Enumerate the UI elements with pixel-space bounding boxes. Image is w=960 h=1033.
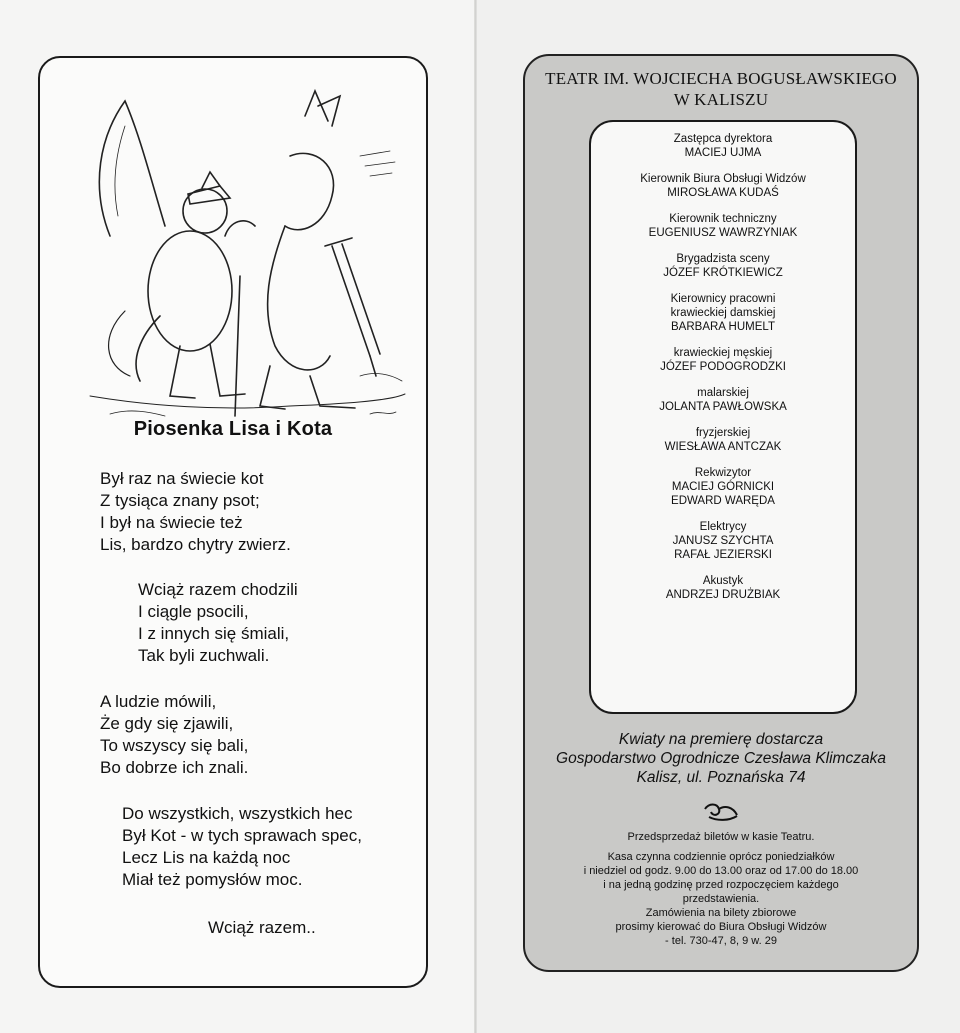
staff-name: MACIEJ GÓRNICKI — [671, 481, 775, 493]
sales-line: - tel. 730-47, 8, 9 w. 29 — [665, 935, 777, 947]
staff-group — [591, 520, 855, 562]
sales-line: Zamówienia na bilety zbiorowe — [645, 907, 797, 919]
staff-group — [591, 132, 855, 160]
stanza-4 — [122, 803, 362, 891]
stanza-3 — [100, 691, 248, 779]
staff-group — [591, 574, 855, 602]
staff-name: JÓZEF PODOGRODZKI — [660, 361, 786, 373]
staff-group — [591, 346, 855, 374]
staff-role: Rekwizytor — [694, 467, 752, 479]
staff-box — [589, 120, 857, 714]
sales-line: i niedziel od godz. 9.00 do 13.00 oraz od 17.00 do 18.00 — [583, 865, 859, 877]
theater-title-line: W KALISZU — [673, 90, 769, 109]
fox-and-cat-illustration — [70, 76, 410, 426]
staff-name: JÓZEF KRÓTKIEWICZ — [663, 267, 783, 279]
verse-line: Lecz Lis na każdą noc — [122, 848, 291, 867]
staff-group — [591, 292, 855, 334]
verse-line: A ludzie mówili, — [100, 692, 217, 711]
stanza-1 — [100, 468, 291, 556]
staff-name: JANUSZ SZYCHTA — [672, 535, 774, 547]
flowers-line: Kalisz, ul. Poznańska 74 — [636, 769, 806, 786]
staff-role: fryzjerskiej — [695, 427, 751, 439]
sales-line: przedstawienia. — [682, 893, 760, 905]
staff-role: Zastępca dyrektora — [673, 133, 773, 145]
theater-title — [525, 68, 917, 110]
staff-list — [591, 132, 855, 614]
song-title: Piosenka Lisa i Kota — [133, 418, 333, 440]
staff-role: malarskiej — [697, 387, 749, 399]
sales-line: Kasa czynna codziennie oprócz poniedziałków — [607, 851, 835, 863]
verse-line: To wszyscy się bali, — [100, 736, 249, 755]
staff-group — [591, 212, 855, 240]
staff-role: Elektrycy — [699, 521, 747, 533]
staff-role: Kierownik techniczny — [669, 213, 777, 225]
verse-line: Miał też pomysłów moc. — [122, 870, 303, 889]
staff-name: ANDRZEJ DRUŻBIAK — [665, 589, 781, 601]
staff-role: Kierownik Biura Obsługi Widzów — [640, 173, 806, 185]
ornament-icon — [701, 801, 741, 823]
staff-name: BARBARA HUMELT — [671, 321, 775, 333]
staff-group — [591, 466, 855, 508]
staff-group — [591, 386, 855, 414]
staff-role: Kierownicy pracowni — [670, 293, 776, 305]
staff-group — [591, 172, 855, 200]
verse-line: Do wszystkich, wszystkich hec — [122, 804, 353, 823]
verse-line: Że gdy się zjawili, — [100, 714, 234, 733]
verse-line: I z innych się śmiali, — [138, 624, 290, 643]
verse-line: Bo dobrze ich znali. — [100, 758, 249, 777]
verse-line: Z tysiąca znany psot; — [100, 491, 260, 510]
verse-line: Tak byli zuchwali. — [138, 646, 270, 665]
stanza-2 — [138, 579, 298, 667]
staff-name: JOLANTA PAWŁOWSKA — [659, 401, 787, 413]
verse-line: I był na świecie też — [100, 513, 243, 532]
staff-name: EUGENIUSZ WAWRZYNIAK — [648, 227, 798, 239]
verse-line: Był raz na świecie kot — [100, 469, 264, 488]
verse-line: Wciąż razem chodzili — [138, 580, 298, 599]
staff-role: Brygadzista sceny — [676, 253, 770, 265]
staff-name: EDWARD WARĘDA — [671, 495, 775, 507]
flowers-line: Gospodarstwo Ogrodnicze Czesława Klimczaka — [556, 750, 886, 767]
song-frame — [38, 56, 428, 988]
right-page — [477, 0, 960, 1033]
staff-role: Akustyk — [702, 575, 744, 587]
verse-line: I ciągle psocili, — [138, 602, 249, 621]
staff-group — [591, 252, 855, 280]
theater-frame — [523, 54, 919, 972]
staff-role: krawieckiej męskiej — [673, 347, 773, 359]
staff-group — [591, 426, 855, 454]
flowers-line: Kwiaty na premierę dostarcza — [618, 731, 824, 748]
sales-line: prosimy kierować do Biura Obsługi Widzów — [615, 921, 827, 933]
staff-name: MIROSŁAWA KUDAŚ — [667, 187, 779, 199]
sales-line: i na jedną godzinę przed rozpoczęciem każdego — [603, 879, 839, 891]
staff-name: RAFAŁ JEZIERSKI — [674, 549, 772, 561]
theater-title-line: TEATR IM. WOJCIECHA BOGUSŁAWSKIEGO — [545, 69, 897, 88]
verse-line: Lis, bardzo chytry zwierz. — [100, 535, 291, 554]
verse-line: Był Kot - w tych sprawach spec, — [122, 826, 362, 845]
ticket-sales-info — [525, 830, 917, 948]
staff-role: krawieckiej damskiej — [670, 307, 776, 319]
sales-line: Przedsprzedaż biletów w kasie Teatru. — [627, 831, 815, 843]
left-page — [0, 0, 475, 1033]
flowers-credit — [525, 730, 917, 787]
staff-name: MACIEJ UJMA — [684, 147, 762, 159]
staff-name: WIESŁAWA ANTCZAK — [664, 441, 782, 453]
closing-line: Wciąż razem.. — [208, 918, 316, 937]
